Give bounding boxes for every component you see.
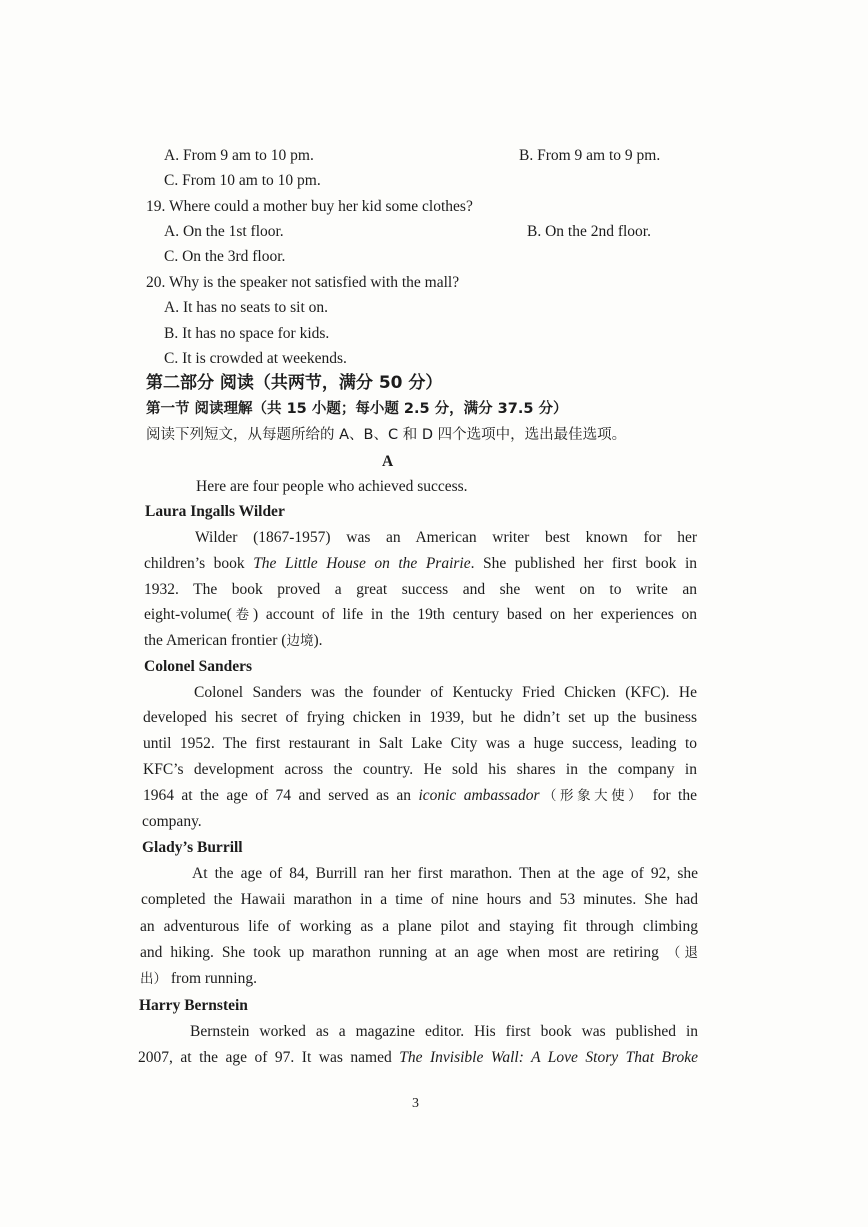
sanders-line-3: until 1952. The first restaurant in Salt Lake City was a huge success, leading to <box>143 735 697 752</box>
sanders-line-1: Colonel Sanders was the founder of Kentucky Fried Chicken (KFC). He <box>194 684 697 701</box>
wilder-line-4: eight-volume(卷) account of life in the 19th century based on her experiences on <box>144 606 697 623</box>
q20-option-b: B. It has no space for kids. <box>164 325 330 342</box>
burrill-line-4: and hiking. She took up marathon running at an age when most are retiring （退 <box>140 944 699 961</box>
q20-option-a: A. It has no seats to sit on. <box>164 299 329 316</box>
wilder-line-1: Wilder (1867-1957) was an American writer best known for her <box>195 529 697 546</box>
bernstein-line-2: 2007, at the age of 97. It was named The Invisible Wall: A Love Story That Broke <box>138 1049 698 1066</box>
person-name-wilder: Laura Ingalls Wilder <box>145 503 285 520</box>
wilder-line-2: children’s book The Little House on the Prairie. She published her first book in <box>144 555 698 572</box>
burrill-line-3: an adventurous life of working as a plane pilot and staying fit through climbing <box>140 918 698 935</box>
q18-option-c: C. From 10 am to 10 pm. <box>164 172 321 189</box>
person-name-burrill: Glady’s Burrill <box>142 839 243 856</box>
reading-instructions: 阅读下列短文，从每题所给的 A、B、C 和 D 四个选项中，选出最佳选项。 <box>146 427 627 443</box>
sanders-line-4: KFC’s development across the country. He sold his shares in the company in <box>143 761 697 778</box>
person-name-bernstein: Harry Bernstein <box>139 997 248 1014</box>
sanders-line-2: developed his secret of frying chicken in 1939, but he didn’t set up the business <box>143 709 697 726</box>
q18-option-a: A. From 9 am to 10 pm. <box>164 147 314 164</box>
burrill-line-5: 出） from running. <box>140 970 257 987</box>
q19-option-b: B. On the 2nd floor. <box>527 223 651 240</box>
wilder-line-5: the American frontier (边境). <box>144 632 323 649</box>
q19-option-a: A. On the 1st floor. <box>164 223 284 240</box>
q19-question: 19. Where could a mother buy her kid some clothes? <box>146 198 473 215</box>
section-one-title: 第一节 阅读理解（共 15 小题；每小题 2.5 分，满分 37.5 分） <box>146 401 568 417</box>
passage-label: A <box>382 453 394 470</box>
sanders-line-5: 1964 at the age of 74 and served as an iconic ambassador（形象大使） for the <box>143 787 697 804</box>
page-number: 3 <box>412 1096 419 1111</box>
q20-option-c: C. It is crowded at weekends. <box>164 350 347 367</box>
sanders-line-6: company. <box>142 813 202 830</box>
burrill-line-1: At the age of 84, Burrill ran her first marathon. Then at the age of 92, she <box>192 865 698 882</box>
q19-option-c: C. On the 3rd floor. <box>164 248 286 265</box>
burrill-line-2: completed the Hawaii marathon in a time of nine hours and 53 minutes. She had <box>141 891 698 908</box>
wilder-line-3: 1932. The book proved a great success and she went on to write an <box>144 581 697 598</box>
part-two-title: 第二部分 阅读（共两节，满分 50 分） <box>146 373 443 393</box>
person-name-sanders: Colonel Sanders <box>144 658 253 675</box>
bernstein-line-1: Bernstein worked as a magazine editor. His first book was published in <box>190 1023 698 1040</box>
q18-option-b: B. From 9 am to 9 pm. <box>519 147 661 164</box>
q20-question: 20. Why is the speaker not satisfied with the mall? <box>146 274 460 291</box>
passage-intro: Here are four people who achieved success. <box>196 478 468 495</box>
